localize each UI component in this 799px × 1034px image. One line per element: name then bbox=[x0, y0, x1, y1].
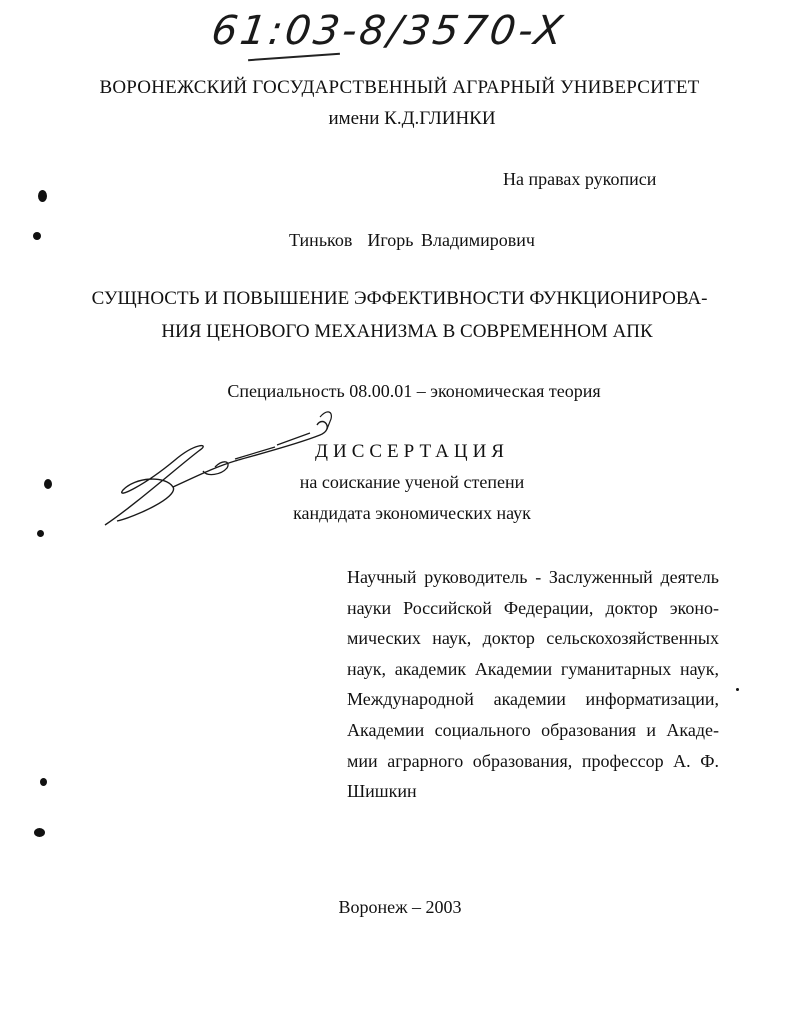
handwritten-archive-code: 61:03-8/3570-X bbox=[208, 8, 569, 54]
advisor-line: Международной академии информатизации, bbox=[347, 689, 719, 710]
advisor-line: мических наук, доктор сельскохозяйственных bbox=[347, 628, 719, 649]
advisor-line: Научный руководитель - Заслуженный деятель bbox=[347, 567, 719, 587]
degree-line-1: на соискание ученой степени bbox=[299, 472, 525, 492]
scan-speck bbox=[44, 479, 52, 489]
specialty: Специальность 08.00.01 – экономическая теория bbox=[227, 381, 601, 401]
signature-mark bbox=[95, 405, 425, 535]
document-type-heading: ДИССЕРТАЦИЯ bbox=[315, 441, 509, 462]
handwritten-underline bbox=[248, 53, 340, 61]
manuscript-rights-note: На правах рукописи bbox=[503, 169, 657, 189]
degree-line-2: кандидата экономических наук bbox=[293, 503, 531, 523]
advisor-line: Академии социального образования и Акаде- bbox=[347, 719, 719, 740]
university-named-after: имени К.Д.ГЛИНКИ bbox=[328, 108, 496, 129]
author-name: Тиньков Игорь Владимирович bbox=[289, 230, 535, 250]
advisor-line: наук, академик Академии гуманитарных наук, bbox=[347, 658, 719, 679]
dissertation-title-line-1: СУЩНОСТЬ И ПОВЫШЕНИЕ ЭФФЕКТИВНОСТИ ФУНКЦИОНИРОВА- bbox=[91, 288, 708, 309]
scan-speck bbox=[37, 530, 44, 537]
advisor-line: Шишкин bbox=[347, 781, 417, 802]
university-name: ВОРОНЕЖСКИЙ ГОСУДАРСТВЕННЫЙ АГРАРНЫЙ УНИВЕРСИТЕТ bbox=[99, 77, 700, 98]
scan-speck bbox=[736, 688, 739, 691]
scan-speck bbox=[34, 828, 45, 837]
dissertation-title-line-2: НИЯ ЦЕНОВОГО МЕХАНИЗМА В СОВРЕМЕННОМ АПК bbox=[161, 321, 653, 342]
scan-speck bbox=[33, 232, 41, 240]
advisor-line: мии аграрного образования, профессор А. Ф. bbox=[347, 750, 719, 771]
advisor-line: науки Российской Федерации, доктор эконо- bbox=[347, 597, 719, 618]
scan-speck bbox=[40, 778, 47, 786]
scan-speck bbox=[38, 190, 47, 202]
city-and-year: Воронеж – 2003 bbox=[338, 897, 462, 917]
scientific-advisor-block bbox=[347, 562, 719, 807]
